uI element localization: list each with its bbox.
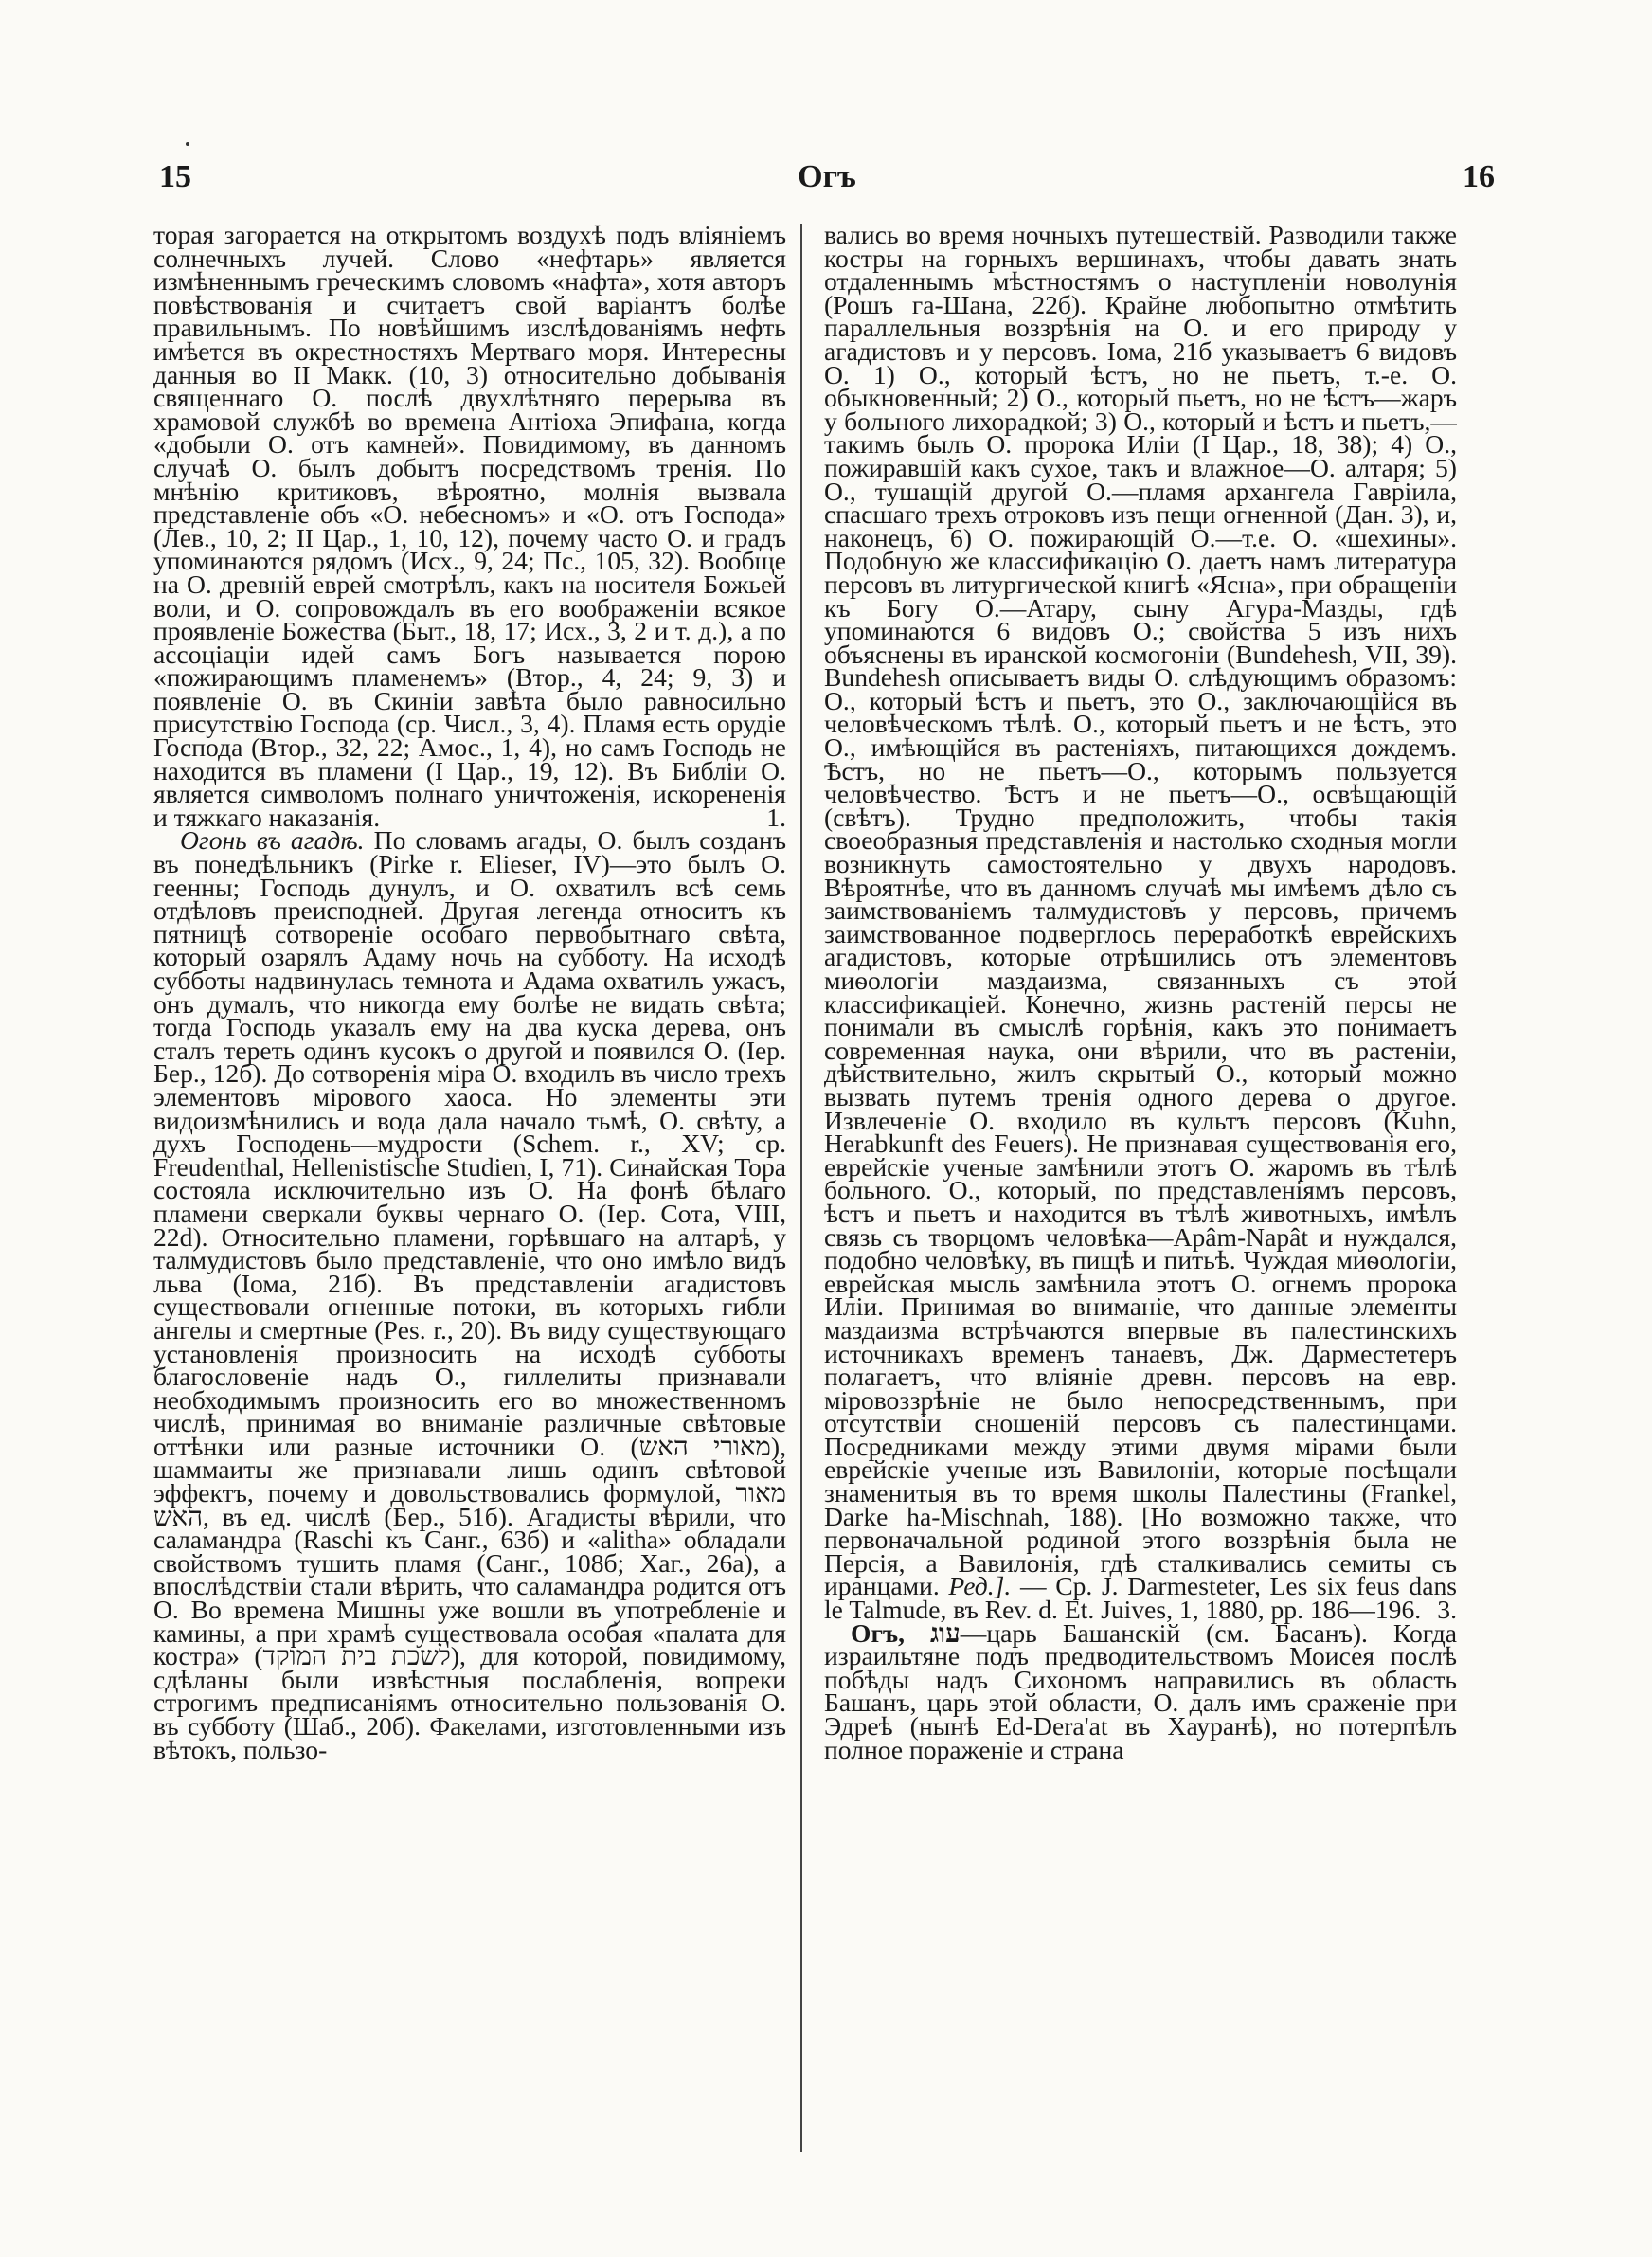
paragraph-text: торая загорается на открытомъ воздухѣ подъ вліяніемъ солнечныхъ лучей. Слово «нефтарь» является измѣненнымъ греческимъ словомъ «нафта», хотя авторъ повѣствованія и считаетъ свой варіантъ болѣе правильнымъ. По новѣйшимъ изслѣдованіямъ нефть имѣется въ окрестностяхъ Мертваго моря. Интересны данныя во II Макк. (10, 3) относительно добыванія священнаго О. послѣ двухлѣтняго перерыва въ храмовой службѣ во времена Антіоха Эпифана, когда «добыли О. отъ камней». Повидимому, въ данномъ случаѣ О. былъ добытъ посредствомъ тренія. По мнѣнію критиковъ, вѣроятно, молнія вызвала представленіе объ «О. небесномъ» и «О. отъ Господа» (Лев., 10, 2; II Цар., 1, 10, 12), почему часто О. и градъ упоминаются рядомъ (Исх., 9, 24; Пс., 105, 32). Вообще на О. древній еврей смотрѣлъ, какъ на носителя Божьей воли, и О. сопровождалъ въ его воображеніи всякое проявленіе Божества (Быт., 18, 17; Исх., 3, 2 и т. д.), а по ассоціаціи идей самъ Богъ называется порою «пожирающимъ пламенемъ» (Втор., 4, 24; 9, 3) и появленіе О. въ Скиніи завѣта было равносильно присутствію Господа (ср. Числ., 3, 4). Пламя есть орудіе Господа (Втор., 32, 22; Амос., 1, 4), но самъ Господь не находится въ пламени (I Цар., 19, 12). Въ Библіи О. является символомъ полнаго уничтоженія, искорененія и тяжкаго наказанія. — [153, 224, 786, 832]
ink-dot — [186, 142, 189, 146]
author-signature: 3. — [1437, 1595, 1457, 1625]
author-signature: 1. — [766, 802, 786, 832]
paragraph-text: —царь Башанскій (см. Басанъ). Когда израильтяне подъ предводительствомъ Моисея послѣ побѣды надъ Сихономъ направились въ область Башанъ, царь этой области, О. далъ имъ сраженіе при Эдреѣ (нынѣ Ed-Dera'at въ Хауранѣ), но потерпѣлъ полное пораженіе и страна — [824, 1617, 1457, 1764]
right-column — [824, 224, 1457, 2157]
paragraph — [824, 224, 1457, 1625]
section-title: Огонь въ агадѣ. — [180, 825, 365, 856]
column-divider — [800, 224, 802, 2152]
page-number-left: 15 — [159, 159, 191, 194]
page-header — [159, 159, 1495, 207]
paragraph-text: вались во время ночныхъ путешествій. Разводили также костры на горныхъ вершинахъ, чтобы давать знать отдаленнымъ мѣстностямъ о наступленіи новолунія (Рошъ га-Шана, 22б). Крайне любопытно отмѣтить параллельныя воззрѣнія на О. и его природу у агадистовъ и у персовъ. Іома, 21б указываетъ 6 видовъ О. 1) О., который ѣстъ, но не пьетъ, т.-е. О. обыкновенный; 2) О., который пьетъ, но не ѣстъ—жаръ у больного лихорадкой; 3) О., который и ѣстъ и пьетъ,—такимъ былъ О. пророка Иліи (I Цар., 18, 38); 4) О., пожиравшій какъ сухое, такъ и влажное—О. алтаря; 5) О., тушащій другой О.—пламя архангела Гавріила, спасшаго трехъ отроковъ изъ пещи огненной (Дан. 3), и, наконецъ, 6) О. пожирающій О.—т.е. О. «шехины». Подобную же классификацію О. даетъ намъ литература персовъ въ литургической книгѣ «Ясна», при обращеніи къ Богу О.—Атару, сыну Агура-Мазды, гдѣ упоминаются 6 видовъ О.; свойства 5 изъ нихъ объяснены въ иранской космогоніи (Bundehesh, VII, 39). Bundehesh описываетъ виды О. слѣдующимъ образомъ: О., который ѣстъ и пьетъ, это О., заключающійся въ человѣческомъ тѣлѣ. О., который пьетъ и не ѣстъ, это О., имѣющійся въ растеніяхъ, питающихся дождемъ. Ѣстъ, но не пьетъ—О., которымъ пользуется человѣчество. Ѣстъ и не пьетъ—О., освѣщающій (свѣтъ). Трудно предположить, чтобы такія своеобразныя представленія и настолько сходныя могли возникнуть самостоятельно у двухъ народовъ. Вѣроятнѣе, что въ данномъ случаѣ мы имѣемъ дѣло съ заимствованіемъ талмудистовъ у персовъ, причемъ заимствованное подверглось переработкѣ еврейскихъ агадистовъ, которые отрѣшились отъ элементовъ миѳологіи маздаизма, связанныхъ съ этой классификаціей. Конечно, жизнь растеній персы не понимали въ смыслѣ горѣнія, какъ это понимаетъ современная наука, они вѣрили, что въ растеніи, дѣйствительно, жилъ скрытый О., который можно вызвать путемъ тренія одного дерева о другое. Извлеченіе О. входило въ культъ персовъ (Kuhn, Herabkunft des Feuers). Не признавая существованія его, еврейскіе ученые замѣнили этотъ О. жаромъ въ тѣлѣ больного. О., который, по представленіямъ персовъ, ѣстъ и пьетъ и находится въ тѣлѣ животныхъ, имѣлъ связь съ творцомъ человѣка—Apâm-Napât и нуждался, подобно человѣку, въ пищѣ и питьѣ. Чуждая миѳологіи, еврейская мысль замѣнила этотъ О. огнемъ пророка Иліи. Принимая во вниманіе, что данные элементы маздаизма встрѣчаются впервые въ палестинскихъ источникахъ временъ танаевъ, Дж. Дарместетеръ полагаетъ, что вліяніе древн. персовъ на евр. міровоззрѣніе не было непосредственнымъ, при отсутствіи сношеній персовъ съ палестинцами. Посредниками между этими двумя мірами были еврейскіе ученые изъ Вавилоніи, которые посѣщали знаменитыя въ то время школы Палестины (Frankel, Darke ha-Mischnah, 188). [Но возможно также, что первоначальной родиной этого воззрѣнія была не Персія, а Вавилонія, гдѣ сталкивались семиты съ иранцами. — [824, 224, 1457, 1601]
left-column — [153, 224, 786, 2157]
page-number-right: 16 — [1463, 159, 1495, 194]
entry-headword: Огъ, עוג — [851, 1617, 961, 1648]
editor-note: Ред.]. — [948, 1571, 1012, 1601]
bibliography: — Ср. J. Darmesteter, Les six feus dans le Talmude, въ Rev. d. Et. Juives, 1, 1880, pp. 186—196. — [824, 1571, 1457, 1625]
paragraph — [824, 1617, 1457, 1764]
paragraph-text: По словамъ агады, О. былъ созданъ въ понедѣльникъ (Pirke r. Elieser, IV)—это былъ О. геенны; Господь дунулъ, и О. охватилъ всѣ семь отдѣловъ преисподней. Другая легенда относитъ къ пятницѣ сотвореніе особаго первобытнаго свѣта, который озарялъ Адаму ночь на субботу. На исходѣ субботы надвинулась темнота и Адама охватилъ ужасъ, онъ думалъ, что никогда ему болѣе не видать свѣта; тогда Господь указалъ ему на два куска дерева, онъ сталъ тереть одинъ кусокъ о другой и появился О. (Іер. Бер., 12б). До сотворенія міра О. входилъ въ число трехъ элементовъ мірового хаоса. Но элементы эти видоизмѣнились и вода дала начало тьмѣ, О. свѣту, а духъ Господень—мудрости (Schem. r., XV; ср. Freudenthal, Hellenistische Studien, I, 71). Синайская Тора состояла исключительно изъ О. На фонѣ бѣлаго пламени сверкали буквы чернаго О. (Іер. Сота, VIII, 22d). Относительно пламени, горѣвшаго на алтарѣ, у талмудистовъ было представленіе, что оно имѣло видъ льва (Іома, 21б). Въ представленіи агадистовъ существовали огненные потоки, въ которыхъ гибли ангелы и смертные (Pes. r., 20). Въ виду существующаго установленія произносить на исходѣ субботы благословеніе надъ О., гиллелиты признавали необходимымъ произносить его во множественномъ числѣ, принимая во вниманіе различные свѣтовые оттѣнки или разные источники О. (מאורי האש), шаммаиты же признавали лишь одинъ свѣтовой эффектъ, почему и довольствовались формулой, מאור האש, въ ед. числѣ (Бер., 51б). Агадисты вѣрили, что саламандра (Raschi къ Санг., 63б) и «alitha» обладали свойствомъ тушить пламя (Санг., 108б; Хаг., 26а), а впослѣдствіи стали вѣрить, что саламандра родится отъ О. Во времена Мишны уже вошли въ употребленіе и камины, а при храмѣ существовала особая «палата для костра» (לשכת בית המוקד), для которой, повидимому, сдѣланы были извѣстныя послабленія, вопреки строгимъ предписаніямъ относительно пользованія О. въ субботу (Шаб., 20б). Факелами, изготовленными изъ вѣтокъ, пользо- — [153, 825, 786, 1764]
paragraph — [153, 825, 786, 1764]
paragraph — [153, 224, 786, 832]
running-title: Огъ — [798, 159, 856, 194]
